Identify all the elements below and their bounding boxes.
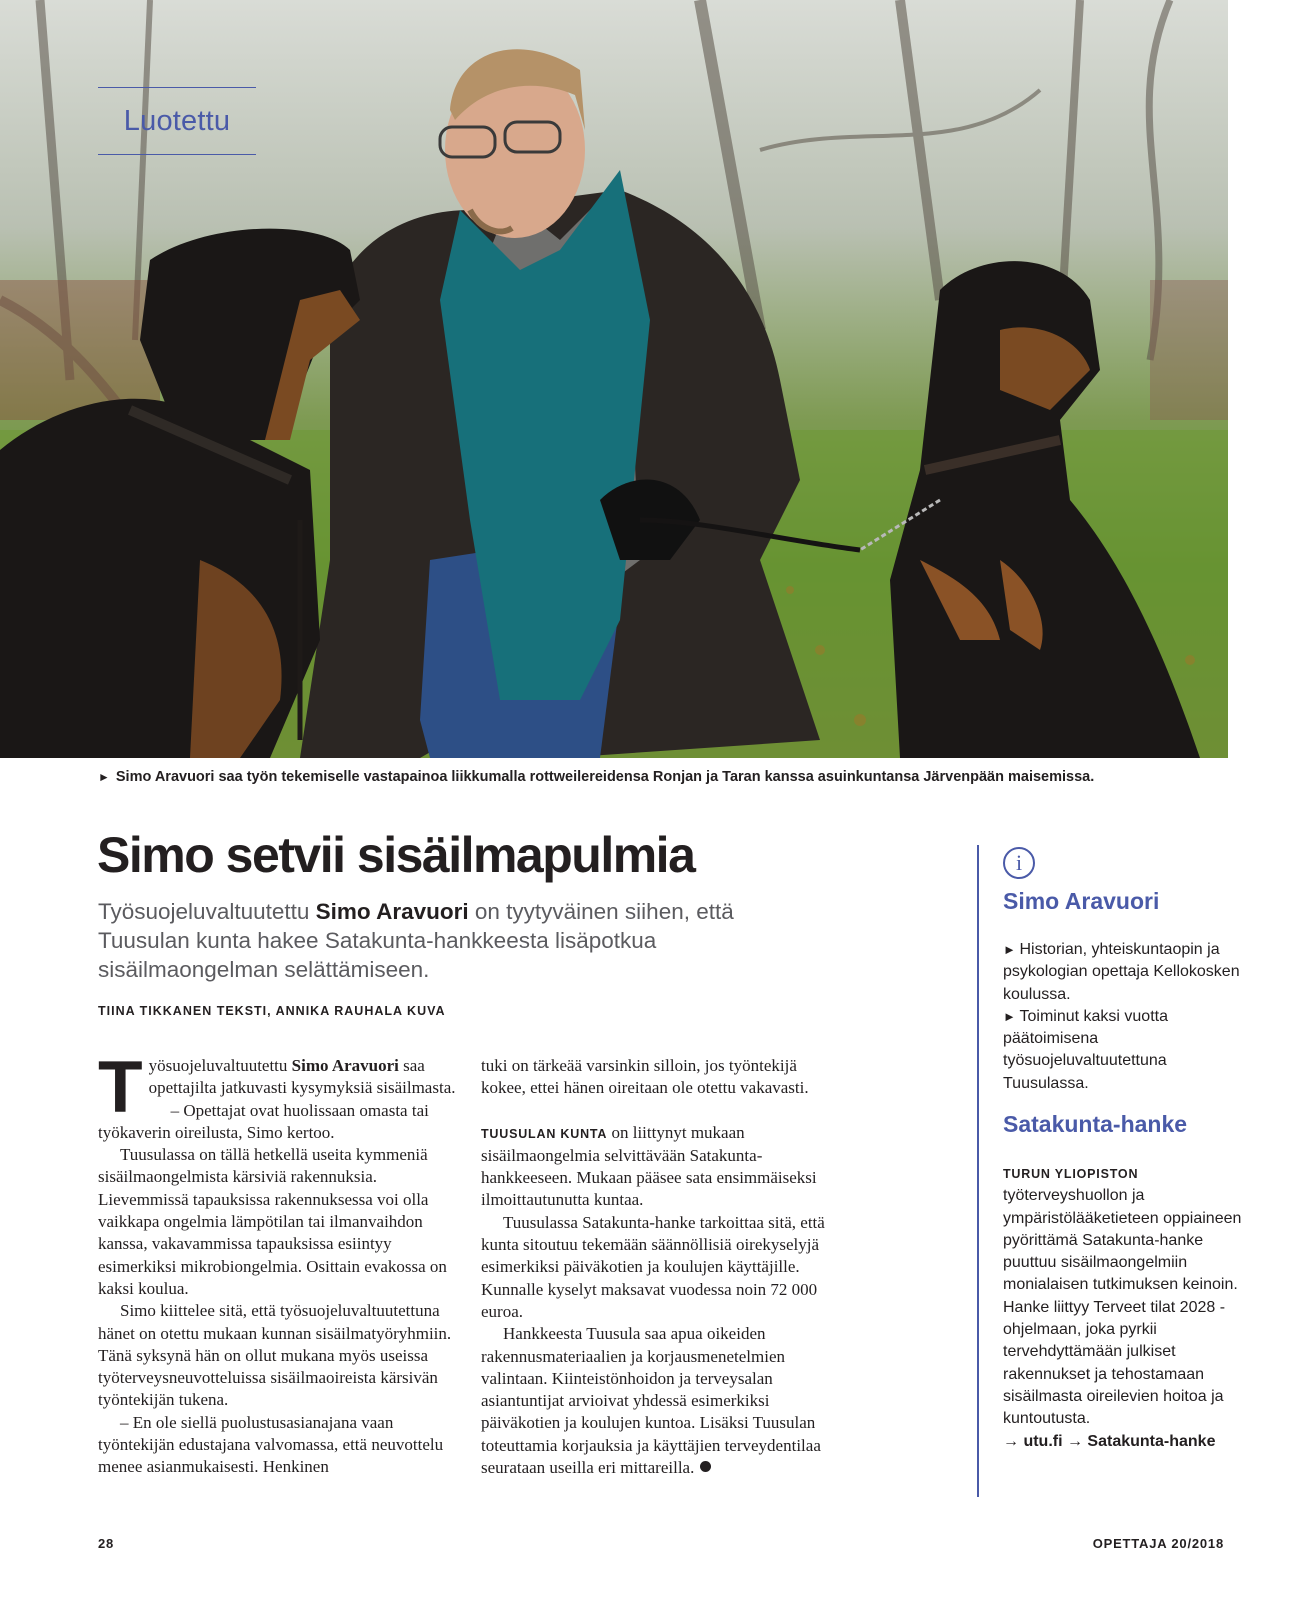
paragraph-3: Tuusulassa on tällä hetkellä useita kymmeniä sisäilmaongelmista kärsiviä rakennuksia. Lievemmissä tapauksissa rakennuksessa voi olla vaikkapa ongelmia lämpötilan tai ilmanvaihdon kanssa, vakavammissa tapauksissa esiintyy esimerkiksi mikrobiongelmia. Osittain evakossa on kaksi koulua. (98, 1145, 447, 1298)
photo-caption (98, 769, 1198, 785)
end-mark-icon (700, 1461, 711, 1472)
sidebar-bio (1003, 939, 1243, 1095)
body-column-1 (98, 1047, 460, 1479)
page-number: 28 (98, 1536, 115, 1551)
paragraph-8: Tuusulassa Satakunta-hanke tarkoittaa sitä, että kunta sitoutuu tekemään säännöllisiä oirekyselyjä esimerkiksi päiväkotien ja koulujen käyttäjille. Kunnalle kyselyt maksavat vuodessa noin 72 000 euroa. (481, 1212, 825, 1321)
paragraph-7 (481, 1122, 833, 1212)
dropcap: T (98, 1047, 143, 1128)
sidebar-link[interactable]: → utu.fi → Satakunta-hanke (1003, 1432, 1216, 1450)
sidebar-bio-item (1003, 939, 1243, 1006)
sidebar-kicker: TURUN YLIOPISTON (1003, 1167, 1139, 1181)
paragraph-1-end: saa opettajilta jatkuvasti kysymyksiä sisäilmasta. (148, 1056, 456, 1098)
sidebar-bio-item-text: Toiminut kaksi vuotta päätoimisena työsuojeluvaltuutettuna Tuusulassa. (1003, 1007, 1168, 1092)
section-tag: Luotettu (98, 87, 256, 155)
man-figure (300, 49, 820, 758)
sidebar-title-project: Satakunta-hanke (1003, 1111, 1188, 1137)
lead-text-start: Työsuojeluvaltuutettu (98, 899, 316, 924)
bullet-arrow-icon: ► (1003, 942, 1020, 957)
info-icon: i (1003, 847, 1035, 879)
lead-text-end: on tyytyväinen siihen, että Tuusulan kunta hakee Satakunta-hankkeesta lisäpotkua sisäilmaongelman selättämiseen. (98, 899, 734, 982)
sidebar-bio-item (1003, 1006, 1243, 1095)
paragraph-7-text: on liittynyt mukaan sisäilmaongelmia selvittävään Satakunta-hankkeeseen. Mukaan pääsee sata ensimmäiseksi ilmoittautunutta kuntaa. (481, 1122, 817, 1210)
caption-text: Simo Aravuori saa työn tekemiselle vastapainoa liikkumalla rottweilereidensa Ronjan ja Taran kanssa asuinkuntansa Järvenpään maisemissa. (115, 769, 1095, 785)
lead-name: Simo Aravuori (315, 899, 469, 924)
sidebar-project-body: työterveyshuollon ja ympäristölääketieteen oppiaineen pyörittämä Satakunta-hanke puuttuu sisäilmaongelmiin monialaisen tutkimuksen keinoin. Hanke liittyy Terveet tilat 2028 -ohjelmaan, joka pyrkii tervehdyttämään julkiset rakennukset ja tehostamaan sisäilmasta oireilevien hoitoa ja kuntoutusta. (1003, 1187, 1242, 1428)
info-sidebar (977, 845, 1242, 1497)
paragraph-9-text: Hankkeesta Tuusula saa apua oikeiden rakennusmateriaalien ja korjausmenetelmien valintaan. Kiinteistönhoidon ja terveysalan asiantuntijat arvioivat yhdessä esimerkiksi päiväkotien ja koulujen kuntoa. Lisäksi Tuusulan toteuttamia korjauksia ja käyttäjien terveydentilaa seurataan useilla eri mittareilla. (481, 1324, 821, 1478)
bullet-arrow-icon: ► (1003, 1008, 1020, 1024)
paragraph-4: Simo kiittelee sitä, että työsuojeluvaltuutettuna hänet on otettu mukaan kunnan sisäilmatyöryhmiin. Tänä syksynä hän on ollut mukana myös useissa työterveysneuvotteluissa sisäilmaoireista kärsivän työntekijän tukena. (98, 1301, 452, 1410)
sidebar-bio-item-text: Historian, yhteiskuntaopin ja psykologian opettaja Kellokosken koulussa. (1003, 941, 1240, 1003)
body-column-2 (481, 1055, 833, 1479)
paragraph-6: tuki on tärkeää varsinkin silloin, jos työntekijä kokee, ettei hänen oireitaan ole otettu vakavasti. (481, 1056, 809, 1098)
publication-issue: OPETTAJA 20/2018 (1092, 1536, 1224, 1551)
article-title: Simo setvii sisäilmapulmia (97, 827, 695, 883)
paragraph-2: – Opettajat ovat huolissaan omasta tai työkaverin oireilusta, Simo kertoo. (98, 1100, 429, 1142)
sidebar-project-text (1003, 1163, 1243, 1453)
sidebar-title-person: Simo Aravuori (1003, 888, 1160, 914)
paragraph-9 (481, 1323, 833, 1479)
hero-photo (0, 0, 1228, 758)
article-lead (98, 897, 738, 984)
paragraph-1-start: yösuojeluvaltuutettu (148, 1056, 292, 1075)
byline: TIINA TIKKANEN TEKSTI, ANNIKA RAUHALA KUVA (98, 1004, 446, 1018)
paragraph-kicker: TUUSULAN KUNTA (481, 1126, 608, 1141)
caption-arrow-icon: ► (98, 770, 110, 784)
paragraph-1-name: Simo Aravuori (291, 1056, 399, 1075)
paragraph-5: – En ole siellä puolustusasianajana vaan työntekijän edustajana valvomassa, että neuvottelu menee asianmukaisesti. Henkinen (98, 1412, 444, 1477)
